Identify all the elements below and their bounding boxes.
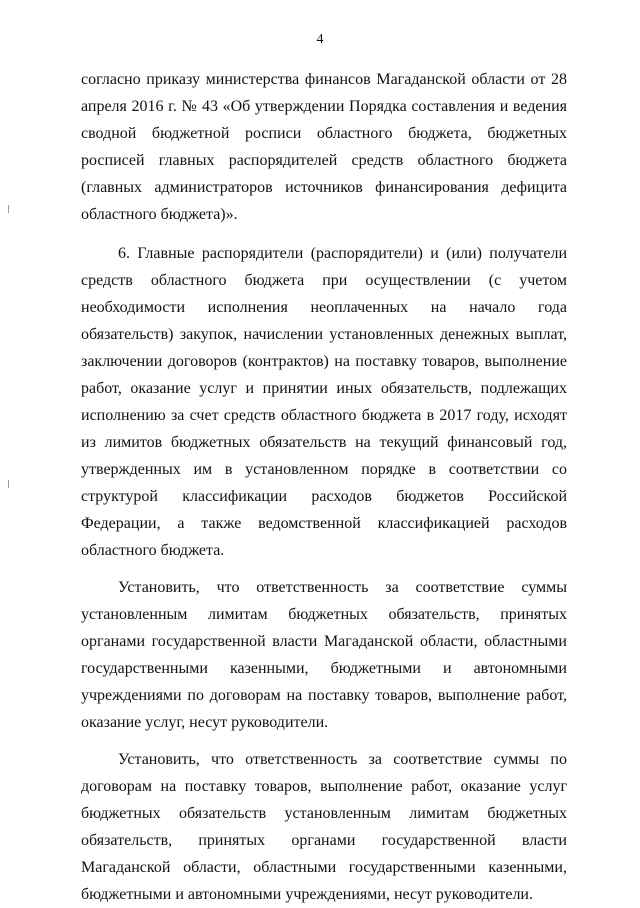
document-body	[81, 66, 567, 908]
paragraph-responsibility-limits: Установить, что ответственность за соответствие суммы установленным лимитам бюджетных обязательств, принятых органами государственной власти Магаданской области, областными государственными казенными, бюджетными и автономными учреждениями по договорам на поставку товаров, выполнение работ, оказание услуг, несут руководители.	[81, 579, 567, 731]
page-number: 4	[316, 32, 324, 47]
paragraph-item-6: 6. Главные распорядители (распорядители) и (или) получатели средств областного бюджета при осуществлении (с учетом необходимости исполнения неоплаченных на начало года обязательств) закупок, начислении установленных денежных выплат, заключении договоров (контрактов) на поставку товаров, выполнение работ, оказание услуг и принятии иных обязательств, подлежащих исполнению за счет средств областного бюджета в 2017 году, исходят из лимитов бюджетных обязательств на текущий финансовый год, утвержденных им в установленном порядке в соответствии со структурой классификации расходов бюджетов Российской Федерации, а также ведомственной классификацией расходов областного бюджета.	[81, 245, 567, 559]
paragraph-continuation: согласно приказу министерства финансов Магаданской области от 28 апреля 2016 г. № 43 «Об утверждении Порядка составления и ведения сводной бюджетной росписи областного бюджета, бюджетных росписей главных распорядителей средств областного бюджета (главных администраторов источников финансирования дефицита областного бюджета)».	[81, 71, 567, 223]
scan-edge-mark	[8, 480, 9, 488]
scan-edge-mark	[8, 205, 9, 213]
paragraph-responsibility-contracts: Установить, что ответственность за соответствие суммы по договорам на поставку товаров, выполнение работ, оказание услуг бюджетных обязательств установленным лимитам бюджетных обязательств, принятых органами государственной власти Магаданской области, областными государственными казенными, бюджетными и автономными учреждениями, несут руководители.	[81, 751, 567, 903]
